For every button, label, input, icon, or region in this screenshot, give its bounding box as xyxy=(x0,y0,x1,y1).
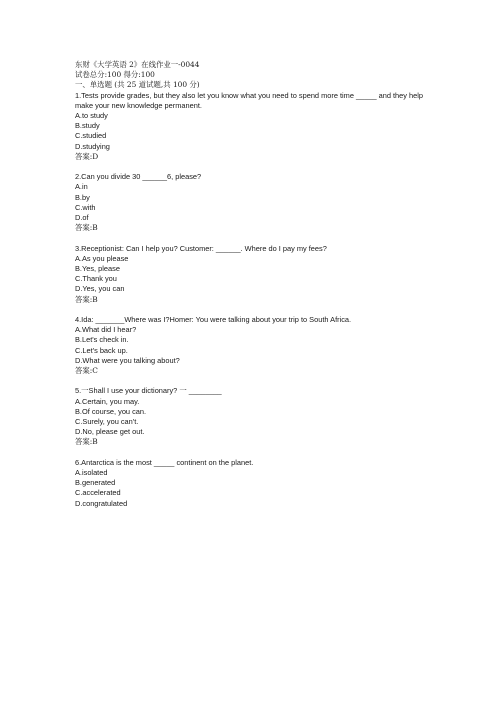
option-d: D.studying xyxy=(75,141,110,151)
question-stem: 5.一Shall I use your dictionary? 一 ________ xyxy=(75,386,222,396)
question-1 xyxy=(75,91,425,162)
question-stem: 1.Tests provide grades, but they also let you know what you need to spend more time _____ and they help make your new knowledge permanent. xyxy=(75,90,423,110)
option-a: A.isolated xyxy=(75,468,108,478)
answer-text: 答案:B xyxy=(75,223,98,233)
option-b: B.Yes, please xyxy=(75,264,120,274)
answer-text: 答案:D xyxy=(75,151,99,161)
spacer xyxy=(75,448,425,458)
option-d: D.What were you talking about? xyxy=(75,355,180,365)
question-stem: 6.Antarctica is the most _____ continent on the planet. xyxy=(75,457,254,467)
spacer xyxy=(75,233,425,243)
option-b: B.by xyxy=(75,192,90,202)
option-b: B.generated xyxy=(75,478,116,488)
question-3 xyxy=(75,244,425,305)
document-content xyxy=(75,60,425,509)
document-title: 东财《大学英语 2》在线作业一-0044 xyxy=(75,60,200,69)
option-a: A.Certain, you may. xyxy=(75,396,140,406)
option-b: B.Let's check in. xyxy=(75,335,129,345)
option-d: D.of xyxy=(75,213,89,223)
option-d: D.congratulated xyxy=(75,498,128,508)
option-a: A.to study xyxy=(75,111,108,121)
question-stem: 3.Receptionist: Can I help you? Customer: ______. Where do I pay my fees? xyxy=(75,243,327,253)
question-5 xyxy=(75,386,425,447)
spacer xyxy=(75,162,425,172)
option-c: C.studied xyxy=(75,131,107,141)
answer-text: 答案:B xyxy=(75,437,98,447)
spacer xyxy=(75,305,425,315)
question-stem: 4.Ida: _______Where was I?Homer: You were talking about your trip to South Africa. xyxy=(75,315,352,325)
option-b: B.Of course, you can. xyxy=(75,406,147,416)
option-c: C.Thank you xyxy=(75,274,117,284)
score-line: 试卷总分:100 得分:100 xyxy=(75,70,155,80)
answer-text: 答案:B xyxy=(75,294,98,304)
option-c: C.Let's back up. xyxy=(75,345,128,355)
option-d: D.Yes, you can xyxy=(75,284,125,294)
option-c: C.with xyxy=(75,202,96,212)
section-heading: 一、单选题 (共 25 道试题,共 100 分) xyxy=(75,80,200,90)
question-4 xyxy=(75,315,425,376)
option-d: D.No, please get out. xyxy=(75,427,145,437)
spacer xyxy=(75,376,425,386)
option-a: A.in xyxy=(75,182,88,192)
option-c: C.accelerated xyxy=(75,488,121,498)
option-c: C.Surely, you can't. xyxy=(75,417,139,427)
option-b: B.study xyxy=(75,121,100,131)
answer-text: 答案:C xyxy=(75,366,98,376)
option-a: A.As you please xyxy=(75,253,129,263)
option-a: A.What did I hear? xyxy=(75,325,137,335)
question-stem: 2.Can you divide 30 ______6, please? xyxy=(75,172,202,182)
question-2 xyxy=(75,172,425,233)
question-6 xyxy=(75,458,425,509)
